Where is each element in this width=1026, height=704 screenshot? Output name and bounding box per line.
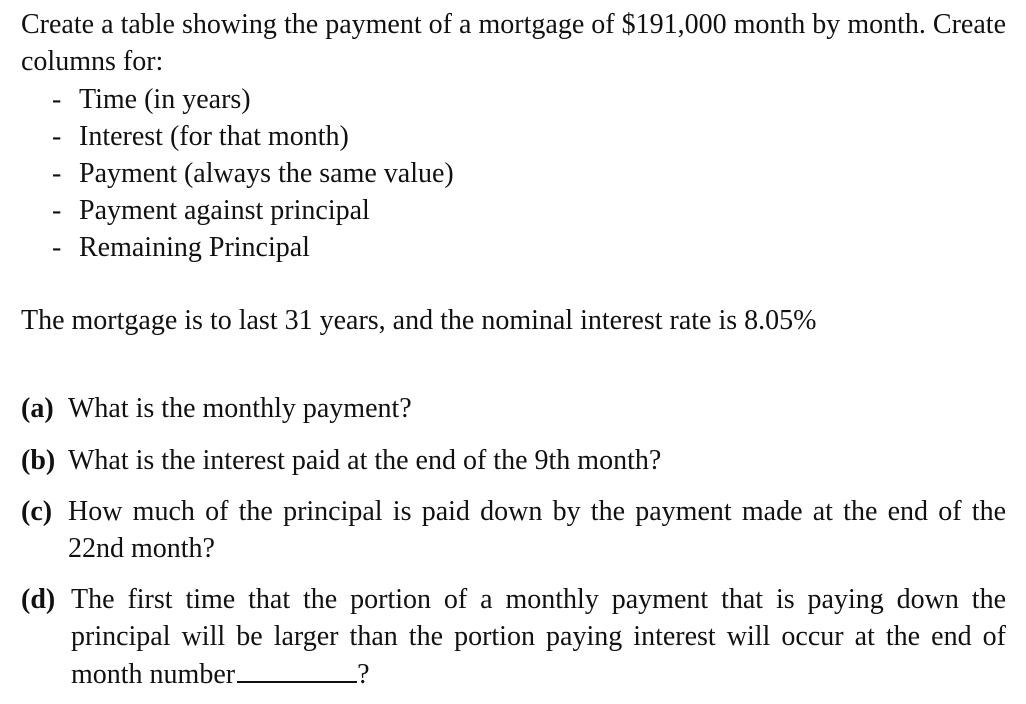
column-label: Payment against principal xyxy=(79,195,370,226)
list-dash: - xyxy=(52,84,62,115)
question-text: What is the monthly payment? xyxy=(68,393,412,424)
intro-paragraph: Create a table showing the payment of a mortgage of $191,000 month by month. Create columns for: xyxy=(21,9,1006,77)
question-label: (c) xyxy=(21,496,53,527)
question-text: What is the interest paid at the end of the 9th month? xyxy=(68,445,662,476)
column-item xyxy=(52,229,454,266)
column-label: Payment (always the same value) xyxy=(79,158,454,189)
column-item xyxy=(52,155,454,192)
mortgage-terms: The mortgage is to last 31 years, and the nominal interest rate is 8.05% xyxy=(21,305,817,336)
column-item xyxy=(52,81,454,118)
question-b xyxy=(21,442,1006,479)
question-end-mark: ? xyxy=(357,659,370,690)
column-item xyxy=(52,118,454,155)
list-dash: - xyxy=(52,158,62,189)
column-label: Interest (for that month) xyxy=(79,121,349,152)
column-label: Remaining Principal xyxy=(79,232,310,263)
question-text-main: The first time that the portion of a monthly payment that is paying down the principal will be larger than the portion paying interest will occur at the end of month number xyxy=(71,584,1006,690)
question-label: (a) xyxy=(21,393,54,424)
question-text: How much of the principal is paid down by the payment made at the end of the 22nd month? xyxy=(68,496,1006,564)
question-label: (b) xyxy=(21,445,56,476)
question-label: (d) xyxy=(21,584,56,615)
list-dash: - xyxy=(52,232,62,263)
question-c xyxy=(21,493,1006,567)
column-list xyxy=(52,81,454,266)
list-dash: - xyxy=(52,195,62,226)
column-item xyxy=(52,192,454,229)
answer-blank[interactable] xyxy=(237,655,357,683)
question-a xyxy=(21,390,1006,427)
question-text xyxy=(71,581,1006,693)
list-dash: - xyxy=(52,121,62,152)
column-label: Time (in years) xyxy=(79,84,251,115)
question-d xyxy=(21,581,1006,693)
